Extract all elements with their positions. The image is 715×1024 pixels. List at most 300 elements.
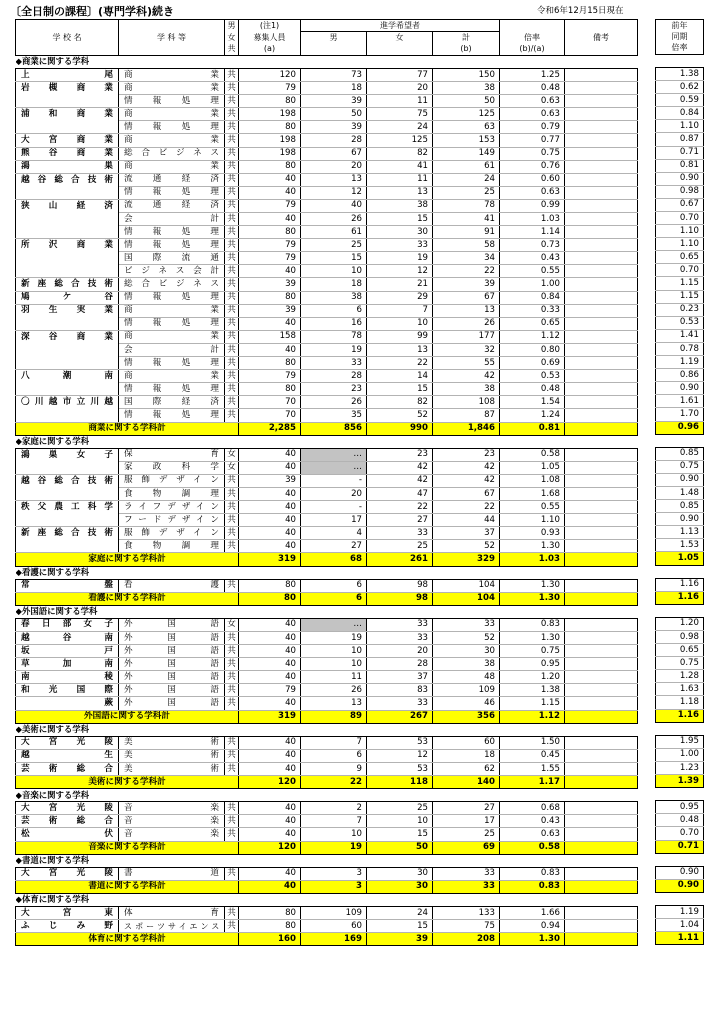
gender-type: 共	[225, 632, 239, 645]
total-note	[565, 710, 638, 723]
total-count: 125	[433, 108, 500, 121]
female-count: 27	[367, 514, 433, 527]
gender-type: 共	[225, 762, 239, 775]
male-count: 7	[301, 736, 367, 749]
gender-type: 共	[225, 815, 239, 828]
capacity: 80	[239, 920, 301, 933]
category-spacer	[656, 54, 704, 67]
capacity: 80	[239, 383, 301, 396]
capacity: 40	[239, 448, 301, 461]
ratio: 1.30	[500, 540, 565, 553]
prev-ratio: 0.90	[656, 172, 704, 185]
gender-type: 共	[225, 186, 239, 199]
male-count: 6	[301, 749, 367, 762]
department: 保 育	[119, 448, 225, 461]
ratio: 1.54	[500, 396, 565, 409]
capacity: 40	[239, 343, 301, 356]
total-count: 63	[433, 121, 500, 134]
category-spacer	[656, 788, 704, 801]
note	[565, 383, 638, 396]
capacity: 79	[239, 239, 301, 252]
category-heading	[16, 854, 638, 867]
table-row	[656, 735, 704, 748]
female-count: 11	[367, 95, 433, 108]
male-count: 33	[301, 357, 367, 370]
female-count: 30	[367, 226, 433, 239]
header-ratio: 倍率	[500, 32, 565, 44]
male-count: …	[301, 448, 367, 461]
department: 外 国 語	[119, 658, 225, 671]
note	[565, 121, 638, 134]
male-count: 23	[301, 383, 367, 396]
note	[565, 108, 638, 121]
table-row	[16, 645, 638, 658]
department: 外 国 語	[119, 684, 225, 697]
gender-type: 共	[225, 226, 239, 239]
capacity: 198	[239, 108, 301, 121]
category-heading	[656, 54, 704, 67]
table-row	[656, 107, 704, 120]
male-count: 10	[301, 828, 367, 841]
note	[565, 920, 638, 933]
table-row	[16, 527, 638, 540]
prev-ratio: 0.67	[656, 198, 704, 211]
female-count: 75	[367, 108, 433, 121]
male-count: 73	[301, 68, 367, 81]
ratio: 0.80	[500, 343, 565, 356]
total-note	[565, 422, 638, 435]
gender-type: 共	[225, 121, 239, 134]
female-count: 125	[367, 134, 433, 147]
table-row	[656, 447, 704, 460]
note	[565, 514, 638, 527]
note	[565, 330, 638, 343]
capacity: 79	[239, 252, 301, 265]
category-total-row	[16, 422, 638, 435]
capacity: 158	[239, 330, 301, 343]
table-row	[656, 696, 704, 709]
ratio: 0.75	[500, 645, 565, 658]
prev-ratio: 0.75	[656, 460, 704, 473]
total-prev-ratio: 1.05	[656, 552, 704, 565]
header-male	[301, 44, 367, 56]
category-label: ◆看護に関する学科	[16, 566, 638, 579]
department: 音 楽	[119, 802, 225, 815]
note	[565, 213, 638, 226]
department: 情 報 処 理	[119, 239, 225, 252]
prev-ratio: 1.23	[656, 761, 704, 774]
gender-type: 共	[225, 501, 239, 514]
capacity: 80	[239, 226, 301, 239]
capacity: 40	[239, 632, 301, 645]
header-prev: 倍率	[656, 43, 704, 55]
school-name	[16, 514, 119, 527]
total-capacity: 160	[239, 933, 301, 946]
prev-ratio: 0.81	[656, 159, 704, 172]
school-name	[16, 409, 119, 422]
capacity: 70	[239, 409, 301, 422]
header-gender: 共	[225, 44, 239, 56]
total-applicants: 69	[433, 841, 500, 854]
note	[565, 540, 638, 553]
capacity: 40	[239, 802, 301, 815]
female-count: 20	[367, 82, 433, 95]
table-row	[16, 474, 638, 487]
category-heading	[16, 789, 638, 802]
category-heading	[656, 434, 704, 447]
table-row	[656, 290, 704, 303]
table-row	[656, 251, 704, 264]
prev-ratio: 0.53	[656, 316, 704, 329]
ratio: 0.60	[500, 173, 565, 186]
capacity: 120	[239, 68, 301, 81]
header-row	[16, 44, 638, 56]
male-count: 10	[301, 265, 367, 278]
department: 情 報 処 理	[119, 121, 225, 134]
total-count: 24	[433, 173, 500, 186]
total-count: 58	[433, 239, 500, 252]
table-row	[656, 120, 704, 133]
total-prev-ratio: 0.96	[656, 421, 704, 434]
table-row	[656, 172, 704, 185]
header-note	[565, 20, 638, 32]
category-heading	[656, 853, 704, 866]
school-name: 芸 術 総 合	[16, 815, 119, 828]
category-spacer	[656, 853, 704, 866]
female-count: 53	[367, 762, 433, 775]
prev-ratio: 0.70	[656, 827, 704, 840]
table-row	[16, 815, 638, 828]
prev-ratio: 1.15	[656, 277, 704, 290]
school-name: 坂 戸	[16, 645, 119, 658]
prev-ratio: 0.98	[656, 631, 704, 644]
table-row	[16, 749, 638, 762]
header-note	[565, 44, 638, 56]
male-count: 20	[301, 160, 367, 173]
gender-type: 女	[225, 461, 239, 474]
table-row	[16, 632, 638, 645]
female-count: 77	[367, 68, 433, 81]
total-applicants: 33	[433, 880, 500, 893]
note	[565, 906, 638, 919]
female-count: 22	[367, 357, 433, 370]
table-row	[16, 226, 638, 239]
prev-ratio: 0.78	[656, 342, 704, 355]
table-row	[656, 238, 704, 251]
total-male: 19	[301, 841, 367, 854]
total-ratio: 1.30	[500, 592, 565, 605]
ratio: 1.30	[500, 632, 565, 645]
school-name: 蕨	[16, 697, 119, 710]
header-prev: 前年	[656, 20, 704, 32]
total-count: 46	[433, 697, 500, 710]
female-count: 33	[367, 239, 433, 252]
female-count: 33	[367, 527, 433, 540]
table-row	[656, 81, 704, 94]
ratio: 0.58	[500, 448, 565, 461]
department: 看 護	[119, 579, 225, 592]
category-label: ◆体育に関する学科	[16, 893, 638, 906]
school-name: 南 稜	[16, 671, 119, 684]
category-total-label: 体育に関する学科計	[16, 933, 239, 946]
table-row	[16, 802, 638, 815]
prev-ratio: 1.00	[656, 748, 704, 761]
header-gender: 女	[225, 32, 239, 44]
department: 総合ビジネス	[119, 278, 225, 291]
total-count: 42	[433, 461, 500, 474]
male-count: 19	[301, 343, 367, 356]
gender-type: 共	[225, 357, 239, 370]
total-count: 62	[433, 762, 500, 775]
total-note	[565, 841, 638, 854]
female-count: 33	[367, 618, 433, 631]
prev-ratio: 1.10	[656, 238, 704, 251]
category-heading	[16, 605, 638, 618]
department: 商 業	[119, 160, 225, 173]
category-label: ◆音楽に関する学科	[16, 789, 638, 802]
table-row	[656, 526, 704, 539]
category-total-label: 書道に関する学科計	[16, 880, 239, 893]
prev-ratio: 0.75	[656, 657, 704, 670]
total-count: 17	[433, 815, 500, 828]
male-count: 13	[301, 697, 367, 710]
header-dept	[119, 44, 225, 56]
total-ratio: 0.81	[500, 422, 565, 435]
total-capacity: 40	[239, 880, 301, 893]
note	[565, 658, 638, 671]
note	[565, 186, 638, 199]
department: 情 報 処 理	[119, 383, 225, 396]
prev-ratio: 1.63	[656, 683, 704, 696]
female-count: 13	[367, 343, 433, 356]
female-count: 13	[367, 186, 433, 199]
gender-type: 共	[225, 487, 239, 500]
male-count: 67	[301, 147, 367, 160]
capacity: 40	[239, 749, 301, 762]
header-female: 女	[367, 32, 433, 44]
department: 外 国 語	[119, 671, 225, 684]
school-name: 新座総合技術	[16, 527, 119, 540]
department: スポーツサイエンス	[119, 920, 225, 933]
table-row	[656, 905, 704, 918]
total-female: 267	[367, 710, 433, 723]
note	[565, 645, 638, 658]
table-row	[16, 317, 638, 330]
category-total-label: 家庭に関する学科計	[16, 553, 239, 566]
male-count: 11	[301, 671, 367, 684]
total-ratio: 0.58	[500, 841, 565, 854]
table-row	[16, 278, 638, 291]
category-spacer	[656, 434, 704, 447]
table-row	[656, 356, 704, 369]
gender-type: 共	[225, 514, 239, 527]
table-row	[16, 867, 638, 880]
school-name: 大 宮 光 陵	[16, 867, 119, 880]
prev-ratio: 1.48	[656, 486, 704, 499]
table-row	[16, 514, 638, 527]
female-count: 42	[367, 474, 433, 487]
table-row	[656, 382, 704, 395]
male-count: 4	[301, 527, 367, 540]
department: 情 報 処 理	[119, 357, 225, 370]
female-count: 25	[367, 802, 433, 815]
total-capacity: 319	[239, 710, 301, 723]
department: 流 通 経 済	[119, 199, 225, 212]
male-count: 20	[301, 487, 367, 500]
category-heading	[16, 435, 638, 448]
total-count: 61	[433, 160, 500, 173]
prev-ratio: 1.38	[656, 67, 704, 80]
ratio: 1.15	[500, 697, 565, 710]
table-row	[656, 657, 704, 670]
category-total-label: 看護に関する学科計	[16, 592, 239, 605]
gender-type: 共	[225, 95, 239, 108]
table-row	[16, 343, 638, 356]
total-male: 3	[301, 880, 367, 893]
total-applicants: 329	[433, 553, 500, 566]
capacity: 40	[239, 487, 301, 500]
category-total-label: 美術に関する学科計	[16, 776, 239, 789]
total-prev-ratio: 1.16	[656, 591, 704, 604]
capacity: 80	[239, 160, 301, 173]
gender-type: 女	[225, 448, 239, 461]
table-row	[656, 644, 704, 657]
school-name: 鴻 巣 女 子	[16, 448, 119, 461]
male-count: 26	[301, 396, 367, 409]
prev-ratio: 0.90	[656, 473, 704, 486]
gender-type: 女	[225, 618, 239, 631]
ratio: 0.43	[500, 252, 565, 265]
capacity: 40	[239, 514, 301, 527]
prev-ratio: 1.20	[656, 617, 704, 630]
school-name	[16, 357, 119, 370]
header-male: 男	[301, 32, 367, 44]
total-count: 23	[433, 448, 500, 461]
female-count: 22	[367, 501, 433, 514]
category-total-row	[656, 591, 704, 604]
male-count: 26	[301, 684, 367, 697]
note	[565, 671, 638, 684]
ratio: 0.65	[500, 317, 565, 330]
header-dept: 学 科 等	[119, 32, 225, 44]
male-count: 50	[301, 108, 367, 121]
table-row	[16, 762, 638, 775]
department: 情 報 処 理	[119, 317, 225, 330]
gender-type: 共	[225, 684, 239, 697]
gender-type: 共	[225, 343, 239, 356]
table-row	[16, 370, 638, 383]
gender-type: 共	[225, 658, 239, 671]
total-count: 27	[433, 802, 500, 815]
category-heading	[656, 565, 704, 578]
female-count: 14	[367, 370, 433, 383]
gender-type: 共	[225, 68, 239, 81]
ratio: 1.00	[500, 278, 565, 291]
male-count: 10	[301, 645, 367, 658]
female-count: 33	[367, 697, 433, 710]
department: 会 計	[119, 213, 225, 226]
total-applicants: 104	[433, 592, 500, 605]
table-row	[16, 684, 638, 697]
school-name: 岩 槻 商 業	[16, 82, 119, 95]
total-count: 32	[433, 343, 500, 356]
female-count: 19	[367, 252, 433, 265]
department: 商 業	[119, 330, 225, 343]
gender-type: 共	[225, 134, 239, 147]
school-name	[16, 186, 119, 199]
prev-ratio: 0.85	[656, 447, 704, 460]
table-row	[656, 225, 704, 238]
total-count: 67	[433, 291, 500, 304]
note	[565, 357, 638, 370]
table-row	[656, 67, 704, 80]
female-count: 15	[367, 828, 433, 841]
note	[565, 749, 638, 762]
total-ratio: 1.17	[500, 776, 565, 789]
total-count: 108	[433, 396, 500, 409]
male-count: 15	[301, 252, 367, 265]
total-note	[565, 776, 638, 789]
gender-type: 共	[225, 906, 239, 919]
capacity: 79	[239, 684, 301, 697]
capacity: 79	[239, 199, 301, 212]
header-ratio: (b)/(a)	[500, 44, 565, 56]
header-note: 備考	[565, 32, 638, 44]
female-count: 20	[367, 645, 433, 658]
table-row	[656, 801, 704, 814]
female-count: 12	[367, 749, 433, 762]
prev-ratio: 1.28	[656, 670, 704, 683]
male-count: 26	[301, 213, 367, 226]
female-count: 15	[367, 383, 433, 396]
male-count: -	[301, 501, 367, 514]
department: 情 報 処 理	[119, 95, 225, 108]
department: 音 楽	[119, 828, 225, 841]
department: 美 術	[119, 749, 225, 762]
table-row	[656, 748, 704, 761]
prev-ratio: 0.48	[656, 814, 704, 827]
ratio: 0.43	[500, 815, 565, 828]
capacity: 40	[239, 867, 301, 880]
female-count: 25	[367, 540, 433, 553]
gender-type: 共	[225, 239, 239, 252]
male-count: 3	[301, 867, 367, 880]
total-count: 26	[433, 317, 500, 330]
total-count: 50	[433, 95, 500, 108]
ratio: 0.83	[500, 867, 565, 880]
prev-ratio: 1.61	[656, 395, 704, 408]
capacity: 39	[239, 278, 301, 291]
ratio: 0.63	[500, 95, 565, 108]
department: 書 道	[119, 867, 225, 880]
total-count: 13	[433, 304, 500, 317]
ratio: 1.68	[500, 487, 565, 500]
category-spacer	[656, 892, 704, 905]
gender-type: 共	[225, 867, 239, 880]
ratio: 1.25	[500, 68, 565, 81]
department: ライフデザイン	[119, 501, 225, 514]
table-row	[656, 460, 704, 473]
gender-type: 共	[225, 736, 239, 749]
table-row	[656, 919, 704, 932]
school-name	[16, 252, 119, 265]
capacity: 80	[239, 906, 301, 919]
school-name: 越谷総合技術	[16, 173, 119, 186]
total-count: 37	[433, 527, 500, 540]
note	[565, 618, 638, 631]
gender-type: 共	[225, 199, 239, 212]
female-count: 10	[367, 815, 433, 828]
